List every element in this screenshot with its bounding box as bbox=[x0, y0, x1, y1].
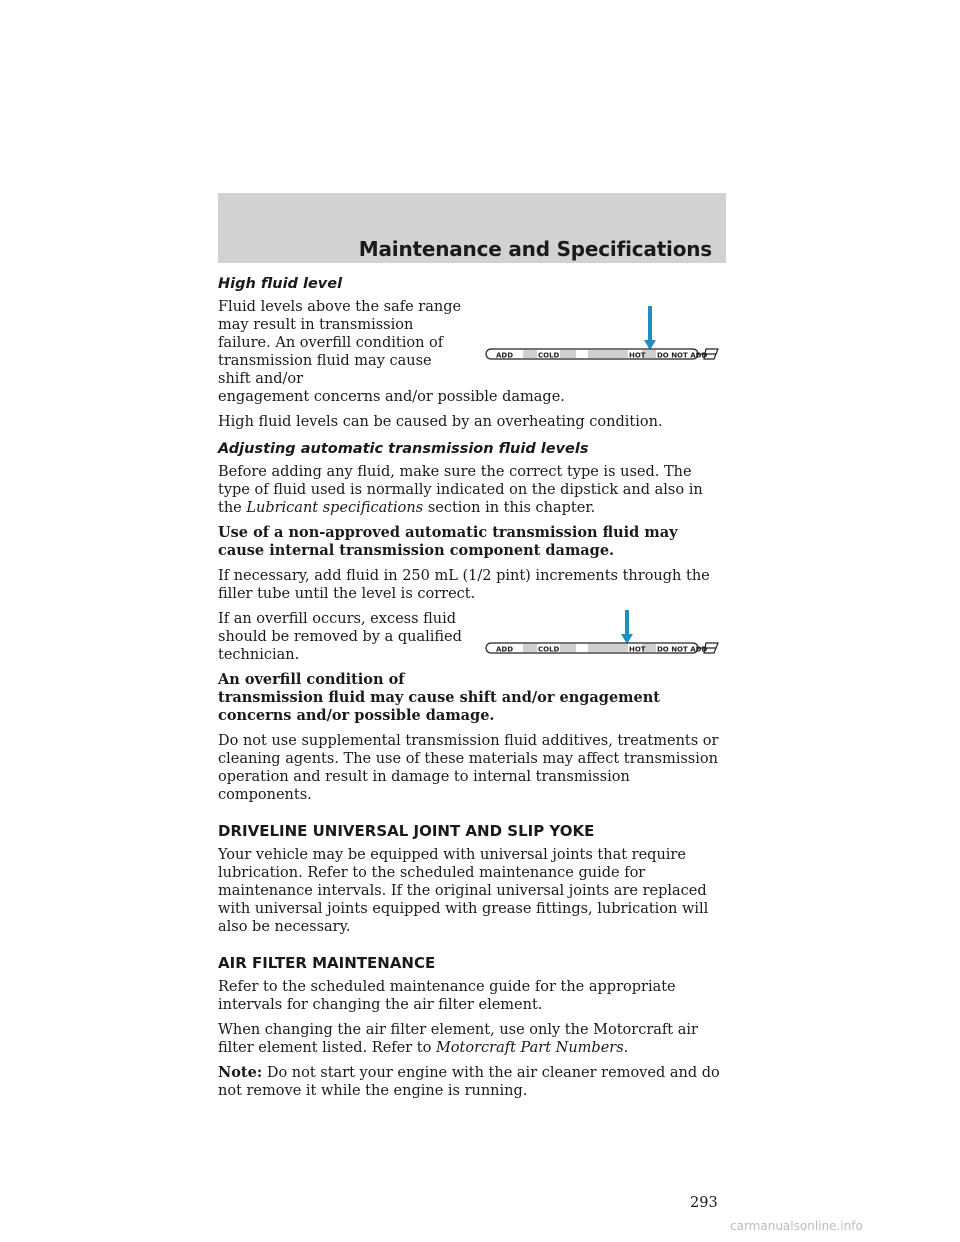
dipstick-hot-label: HOT bbox=[629, 645, 646, 654]
page-content bbox=[218, 276, 723, 1107]
heading-adjusting: Adjusting automatic transmission fluid levels bbox=[218, 441, 589, 457]
overfill-block bbox=[218, 610, 723, 689]
level-arrow-icon bbox=[621, 610, 633, 644]
air-filter-paragraph-1: Refer to the scheduled maintenance guide for the appropriate intervals for changing the air filter element. bbox=[218, 979, 676, 1013]
heading-driveline: DRIVELINE UNIVERSAL JOINT AND SLIP YOKE bbox=[218, 822, 595, 840]
dipstick-do-not-add-label: DO NOT ADD bbox=[657, 351, 708, 360]
dipstick-add-label: ADD bbox=[496, 645, 514, 654]
adjusting-paragraph-2: If necessary, add fluid in 250 mL (1/2 pint) increments through the filler tube until the level is correct. bbox=[218, 568, 710, 602]
adjusting-paragraph-1: Before adding any fluid, make sure the correct type is used. The type of fluid used is normally indicated on the dipstick and also in the Lubricant specifications section in this chapter. bbox=[218, 464, 703, 516]
dipstick-do-not-add-label: DO NOT ADD bbox=[657, 645, 708, 654]
driveline-paragraph: Your vehicle may be equipped with universal joints that require lubrication. Refer to the scheduled maintenance guide for maintenance intervals. If the original universal joints are replaced with universal joints equipped with grease fittings, lubrication will also be necessary. bbox=[218, 847, 709, 935]
lubricant-specifications-ref: Lubricant specifications bbox=[246, 500, 424, 516]
dipstick-add-label: ADD bbox=[496, 351, 514, 360]
footer-watermark: carmanualsonline.info bbox=[730, 1219, 863, 1233]
adjusting-warning-1: Use of a non-approved automatic transmission fluid may cause internal transmission component damage. bbox=[218, 524, 678, 559]
high-fluid-paragraph-wrapped: Fluid levels above the safe range may result in transmission failure. An overfill condition of transmission fluid may cause shift and/or bbox=[218, 299, 462, 387]
air-filter-note: Note: Do not start your engine with the air cleaner removed and do not remove it while the engine is running. bbox=[218, 1064, 720, 1099]
adjusting-paragraph-4: Do not use supplemental transmission fluid additives, treatments or cleaning agents. The use of these materials may affect transmission operation and result in damage to internal transmission components. bbox=[218, 733, 719, 803]
dipstick-diagram-1 bbox=[478, 304, 723, 364]
heading-air-filter: AIR FILTER MAINTENANCE bbox=[218, 954, 436, 972]
heading-high-fluid-level: High fluid level bbox=[218, 276, 343, 292]
high-fluid-paragraph-2: High fluid levels can be caused by an overheating condition. bbox=[218, 414, 663, 430]
adjusting-warning-2-first: An overfill condition of bbox=[218, 671, 405, 688]
air-filter-paragraph-2: When changing the air filter element, use only the Motorcraft air filter element listed. Refer to Motorcraft Part Numbers. bbox=[218, 1022, 698, 1056]
adjusting-warning-2-rest: transmission fluid may cause shift and/or engagement concerns and/or possible damage. bbox=[218, 689, 660, 724]
overfill-paragraph: If an overfill occurs, excess fluid should be removed by a qualified technician. bbox=[218, 611, 462, 663]
high-fluid-block bbox=[218, 298, 723, 388]
level-arrow-icon bbox=[644, 306, 656, 350]
header-band bbox=[218, 193, 726, 263]
page-number: 293 bbox=[690, 1195, 718, 1211]
dipstick-cold-label: COLD bbox=[538, 351, 560, 360]
motorcraft-part-numbers-ref: Motorcraft Part Numbers bbox=[435, 1040, 624, 1056]
dipstick-diagram-2 bbox=[478, 608, 723, 658]
note-label: Note: bbox=[218, 1064, 263, 1081]
high-fluid-paragraph-rest: engagement concerns and/or possible damage. bbox=[218, 389, 565, 405]
dipstick-cold-label: COLD bbox=[538, 645, 560, 654]
page-title: Maintenance and Specifications bbox=[358, 237, 712, 261]
dipstick-hot-label: HOT bbox=[629, 351, 646, 360]
